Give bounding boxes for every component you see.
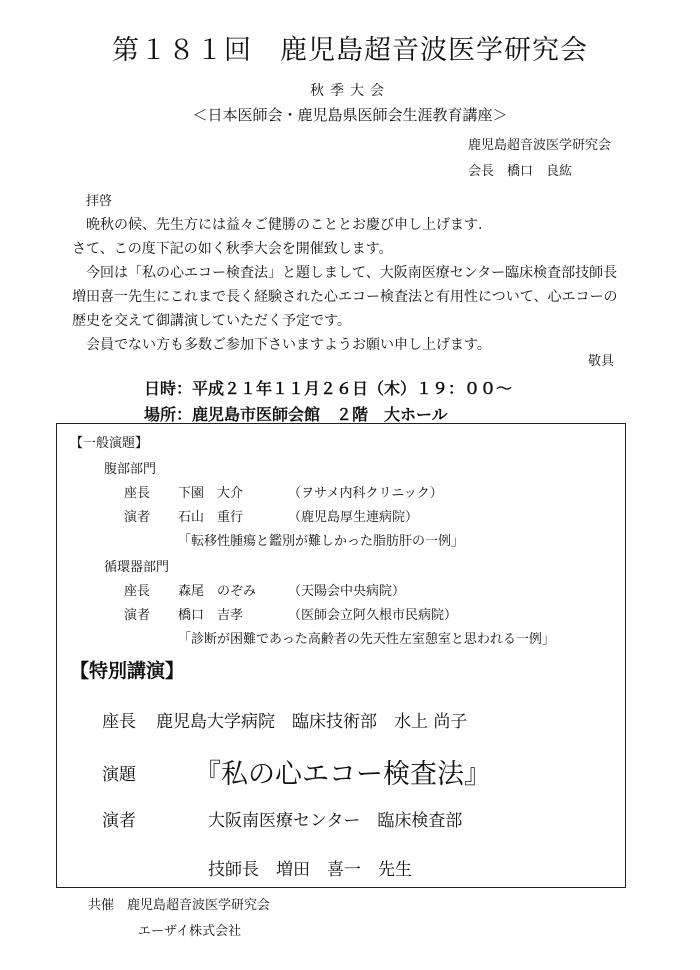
cardio-speaker-role: 演者 bbox=[124, 608, 151, 623]
closing: 敬具 bbox=[588, 354, 615, 369]
cardio-dept: 循環器部門 bbox=[104, 560, 170, 575]
abdomen-chair-affiliation: （ヲサメ内科クリニック） bbox=[288, 486, 443, 501]
letter-paragraph-2: さて、この度下記の如く秋季大会を開催致します。 bbox=[72, 241, 393, 257]
special-heading: 【特別講演】 bbox=[70, 660, 185, 682]
general-heading: 【一般演題】 bbox=[70, 436, 149, 451]
abdomen-dept: 腹部部門 bbox=[104, 462, 157, 477]
special-speaker-role: 演者 bbox=[102, 811, 136, 831]
organizer-name: 鹿児島超音波医学研究会 bbox=[468, 138, 612, 153]
president-name: 会長 橋口 良紘 bbox=[468, 164, 573, 179]
abdomen-speaker-affiliation: （鹿児島厚生連病院） bbox=[288, 510, 419, 525]
letter-paragraph-3-line-3: 歴史を交えて御講演していただく予定です。 bbox=[72, 313, 351, 329]
special-chair-role: 座長 bbox=[102, 712, 136, 732]
letter-paragraph-1: 晩秋の候、先生方には益々ご健勝のこととお慶び申し上げます. bbox=[86, 217, 483, 233]
special-speaker-affiliation: 大阪南医療センター 臨床検査部 bbox=[208, 811, 463, 831]
abdomen-speaker-role: 演者 bbox=[124, 510, 151, 525]
letter-paragraph-3-line-2: 増田喜一先生にこれまで長く経験された心エコー検査法と有用性について、心エコーの bbox=[72, 289, 618, 305]
document-title: 第１８１回 鹿児島超音波医学研究会 bbox=[112, 35, 588, 66]
sponsor-line-1: 共催 鹿児島超音波医学研究会 bbox=[88, 898, 271, 913]
cardio-speaker-affiliation: （医師会立阿久根市民病院） bbox=[288, 608, 458, 623]
letter-paragraph-4: 会員でない方も多数ご参加下さいますようお願い申し上げます。 bbox=[86, 337, 491, 353]
event-datetime: 日時：平成２１年１１月２６日（木）１９：００～ bbox=[144, 379, 513, 398]
event-venue: 場所：鹿児島市医師会館 ２階 大ホール bbox=[144, 405, 448, 424]
subtitle: 秋季大会 bbox=[310, 83, 390, 99]
cardio-chair-name: 森尾 のぞみ bbox=[178, 584, 257, 599]
cardio-speaker-name: 橋口 吉孝 bbox=[178, 608, 244, 623]
letter-paragraph-3-line-1: 今回は「私の心エコー検査法」と題しまして、大阪南医療センター臨床検査部技師長 bbox=[86, 265, 618, 281]
cardio-chair-affiliation: （天陽会中央病院） bbox=[288, 584, 406, 599]
special-chair-text: 鹿児島大学病院 臨床技術部 水上 尚子 bbox=[156, 712, 468, 732]
abdomen-talk-title: 「転移性腫瘍と鑑別が難しかった脂肪肝の一例」 bbox=[178, 534, 465, 549]
abdomen-chair-role: 座長 bbox=[124, 486, 151, 501]
abdomen-speaker-name: 石山 重行 bbox=[178, 510, 244, 525]
special-topic: 『私の心エコー検査法』 bbox=[194, 759, 491, 790]
course-label: ＜日本医師会・鹿児島県医師会生涯教育講座＞ bbox=[192, 106, 508, 124]
abdomen-chair-name: 下園 大介 bbox=[178, 486, 244, 501]
cardio-chair-role: 座長 bbox=[124, 584, 151, 599]
special-topic-role: 演題 bbox=[102, 765, 136, 785]
cardio-talk-title: 「診断が困難であった高齢者の先天性左室憩室と思われる一例」 bbox=[178, 632, 555, 647]
greeting: 拝啓 bbox=[86, 194, 113, 209]
special-speaker-name: 技師長 増田 喜一 先生 bbox=[208, 860, 412, 880]
sponsor-line-2: エーザイ株式会社 bbox=[138, 924, 242, 939]
